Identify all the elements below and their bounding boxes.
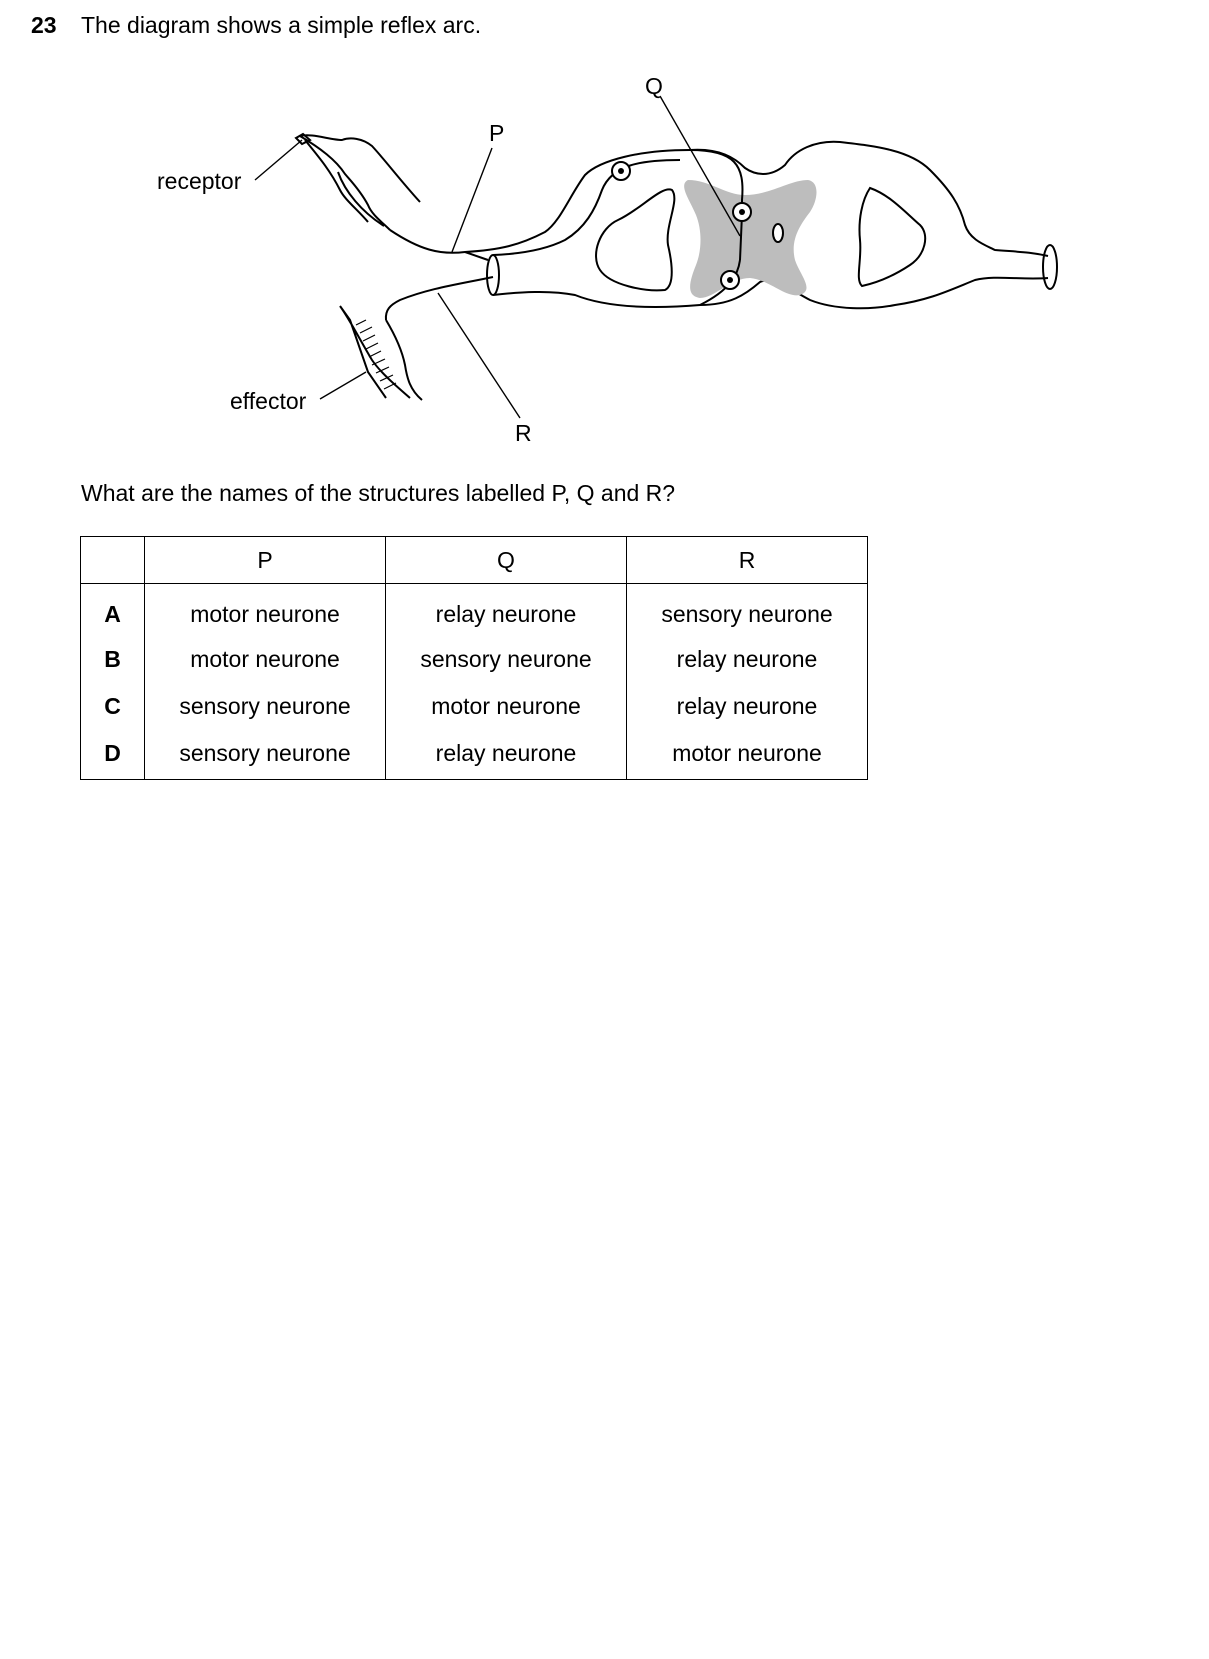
effector-label: effector (230, 388, 307, 414)
header-r: R (627, 537, 868, 584)
option-row-a (81, 584, 868, 637)
option-r: relay neurone (627, 683, 868, 730)
option-q: sensory neurone (386, 636, 627, 683)
option-row-d (81, 730, 868, 780)
option-q: relay neurone (386, 730, 627, 780)
label-q: Q (645, 73, 663, 99)
header-p: P (145, 537, 386, 584)
label-r: R (515, 420, 532, 446)
sensory-nerve (390, 150, 690, 253)
option-p: sensory neurone (145, 730, 386, 780)
question-text: The diagram shows a simple reflex arc. (81, 12, 482, 38)
option-r: relay neurone (627, 636, 868, 683)
table-header-row (81, 537, 868, 584)
option-p: sensory neurone (145, 683, 386, 730)
option-p: motor neurone (145, 636, 386, 683)
motor-nerve (386, 277, 493, 320)
option-q: relay neurone (386, 584, 627, 637)
question-number: 23 (31, 12, 57, 38)
option-p: motor neurone (145, 584, 386, 637)
reflex-arc-diagram (0, 0, 1209, 460)
header-empty (81, 537, 145, 584)
option-r: sensory neurone (627, 584, 868, 637)
question-prompt: What are the names of the structures labelled P, Q and R? (81, 480, 676, 506)
hand-drawing (300, 135, 420, 230)
effector-muscle (340, 306, 422, 400)
answer-options-table (80, 536, 868, 780)
option-letter: D (81, 730, 145, 780)
label-p: P (489, 120, 505, 146)
option-row-c (81, 683, 868, 730)
option-letter: B (81, 636, 145, 683)
grey-matter (684, 180, 816, 298)
receptor-label: receptor (157, 168, 242, 194)
header-q: Q (386, 537, 627, 584)
option-q: motor neurone (386, 683, 627, 730)
option-row-b (81, 636, 868, 683)
option-r: motor neurone (627, 730, 868, 780)
option-letter: C (81, 683, 145, 730)
option-letter: A (81, 584, 145, 637)
